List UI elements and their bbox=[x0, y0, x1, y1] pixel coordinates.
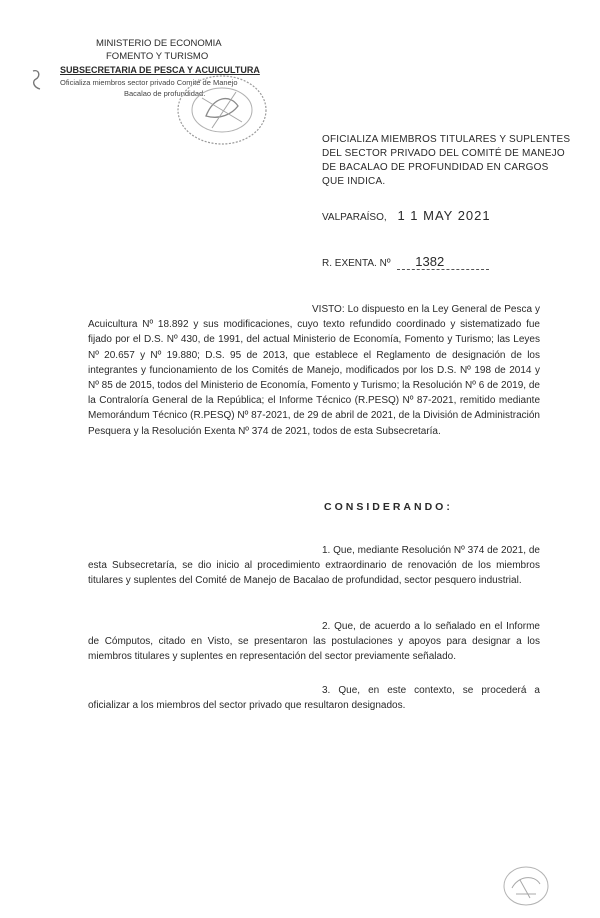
reference-note-line1: Oficializa miembros sector privado Comité de Manejo bbox=[60, 78, 238, 87]
resolution-label: R. EXENTA. Nº bbox=[322, 258, 391, 269]
margin-mark-icon bbox=[30, 68, 44, 92]
subsecretaria-name: SUBSECRETARIA DE PESCA Y ACUICULTURA bbox=[60, 65, 260, 75]
considerando-item-1: 1. Que, mediante Resolución Nº 374 de 2021, de esta Subsecretaría, se dio inicio al procedimiento extraordinario de renovación de los miembros titulares y suplentes del Comité de Manejo de Bacalao de profundidad, sector pesquero industrial. bbox=[88, 545, 540, 587]
date-label: VALPARAÍSO, bbox=[322, 212, 387, 223]
ministry-subtitle: FOMENTO Y TURISMO bbox=[106, 51, 209, 62]
stamp-mark-icon bbox=[500, 862, 552, 910]
considerando-item-3: 3. Que, en este contexto, se procederá a oficializar a los miembros del sector privado que resultaron designados. bbox=[88, 685, 540, 712]
resolution-number-line bbox=[322, 254, 489, 270]
resolution-subject: OFICIALIZA MIEMBROS TITULARES Y SUPLENTES DEL SECTOR PRIVADO DEL COMITÉ DE MANEJO DE BACALAO DE PROFUNDIDAD EN CARGOS QUE INDICA. bbox=[322, 134, 571, 187]
date-line bbox=[322, 208, 491, 223]
office-seal-icon bbox=[172, 70, 272, 150]
ministry-name: MINISTERIO DE ECONOMIA bbox=[96, 38, 222, 49]
date-value: 1 1 MAY 2021 bbox=[397, 208, 491, 223]
considerando-item-2: 2. Que, de acuerdo a lo señalado en el Informe de Cómputos, citado en Visto, se presentaron las postulaciones y apoyos para designar a los miembros titulares y suplentes en representación del sector previamente señalado. bbox=[88, 621, 540, 663]
resolution-number: 1382 bbox=[397, 254, 489, 270]
visto-paragraph: VISTO: Lo dispuesto en la Ley General de Pesca y Acuicultura Nº 18.892 y sus modificaciones, cuyo texto refundido coordinado y sistematizado fue fijado por el D.S. Nº 430, de 1991, del actual Ministerio de Economía, Fomento y Turismo; las Leyes Nº 20.657 y Nº 19.880; D.S. 95 de 2013, que establece el Reglamento de designación de los integrantes y funcionamiento de los Comités de Manejo, modificados por los D.S. Nº 198 de 2014 y Nº 85 de 2015, todos del Ministerio de Economía, Fomento y Turismo; la Resolución Nº 6 de 2019, de la Contraloría General de la República; el Informe Técnico (R.PESQ) Nº 87-2021, remitido mediante Memorándum Técnico (R.PESQ) Nº 87-2021, de 29 de abril de 2021, de la División de Administración Pesquera y la Resolución Exenta Nº 374 de 2021, todos de esta Subsecretaría. bbox=[88, 304, 540, 437]
reference-note-line2: Bacalao de profundidad. bbox=[124, 89, 206, 98]
considerando-heading: CONSIDERANDO: bbox=[324, 501, 453, 513]
